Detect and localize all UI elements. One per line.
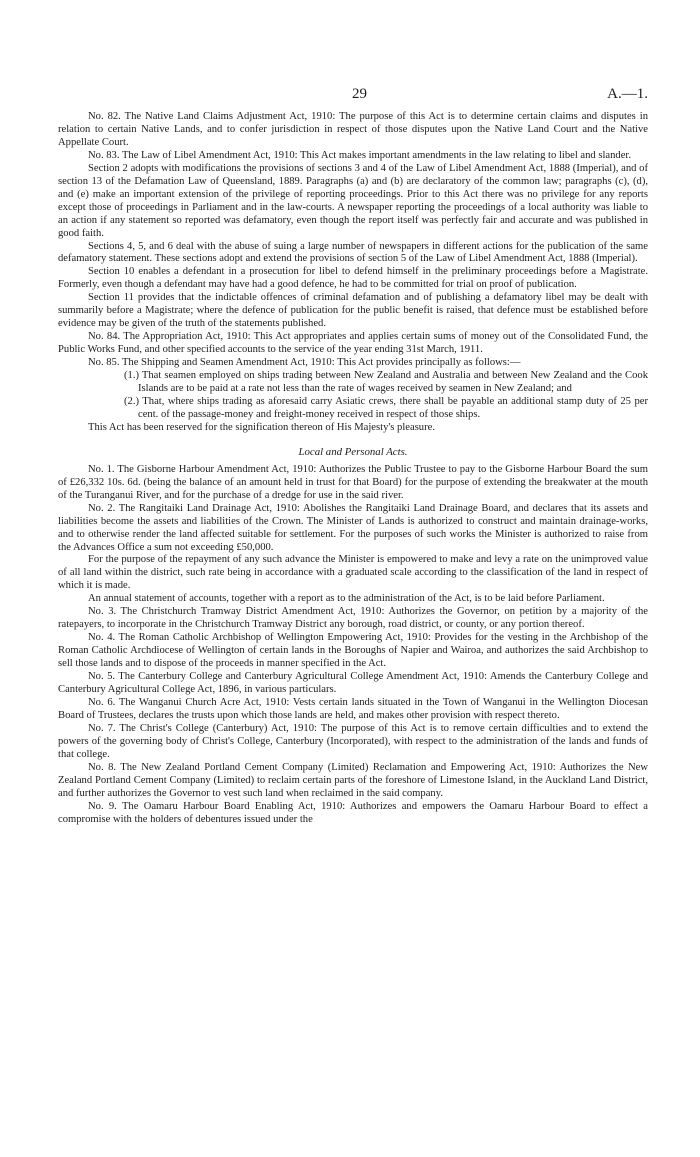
paragraph-act-85: No. 85. The Shipping and Seamen Amendment Act, 1910: This Act provides principally as follows:— [88,357,521,369]
paragraph-local-act-5: No. 5. The Canterbury College and Canterbury Agricultural College Amendment Act, 1910: Amends the Canterbury College and Canterbury Agricultural College Act, 1896, in various particulars. [58,671,648,695]
page-body [58,111,648,826]
paragraph-local-act-1: No. 1. The Gisborne Harbour Amendment Act, 1910: Authorizes the Public Trustee to pay to the Gisborne Harbour Board the sum of £26,332 10s. 6d. (being the balance of an amount held in trust for that Board) for the purpose of extending the breakwater at the mouth of the Turanganui River, and for the purchase of a dredge for use in the said river. [58,463,648,501]
paragraph-local-act-2-statement: An annual statement of accounts, together with a report as to the administration of the Act, is to be laid before Parliament. [88,593,605,605]
paragraph-local-act-8: No. 8. The New Zealand Portland Cement Company (Limited) Reclamation and Empowering Act, 1910: Authorizes the New Zealand Portland Cement Company (Limited) to reclaim certain parts of the foreshore of Limestone Island, in the Auckland Land District, and further authorizes the Governor to vest such land when reclaimed in the said company. [58,761,648,799]
paragraph-act-84: No. 84. The Appropriation Act, 1910: This Act appropriates and applies certain sums of money out of the Consolidated Fund, the Public Works Fund, and other specified accounts to the service of the year ending 31st March, 1911. [58,331,648,356]
paragraph-reserved-note: This Act has been reserved for the signification thereon of His Majesty's pleasure. [88,421,435,433]
paragraph-sections-4-5-6: Sections 4, 5, and 6 deal with the abuse of suing a large number of newspapers in different actions for the publication of the same defamatory statement. These sections adopt and extend the provisions of section 5 of the Law of Libel Amendment Act, 1888 (Imperial). [58,240,648,265]
paragraph-section-10: Section 10 enables a defendant in a prosecution for libel to defend himself in the preliminary proceedings before a Magistrate. Formerly, even though a defendant may have had a good defence, he had to be committed for trial on proof of publication. [58,266,648,291]
document-reference: A.—1. [607,86,648,102]
paragraph-local-act-2-rate: For the purpose of the repayment of any such advance the Minister is empowered to make and levy a rate on the unimproved value of all land within the district, such rate being in accordance with a graduated scale according to the classification of the land in respect of which it is made. [58,554,648,592]
paragraph-local-act-2: No. 2. The Rangitaiki Land Drainage Act, 1910: Abolishes the Rangitaiki Land Drainage Board, and declares that its assets and liabilities become the assets and liabilities of the Crown. The Minister of Lands is authorized to construct and maintain drainage-works, and to otherwise render the land affected suitable for settlement. For the purposes of such works the Minister is authorized to raise from the Advances Office a sum not exceeding £50,000. [58,502,648,553]
page-header [0,86,700,106]
paragraph-act-82: No. 82. The Native Land Claims Adjustment Act, 1910: The purpose of this Act is to determine certain claims and disputes in relation to certain Native Lands, and to confer jurisdiction in respect of those disputes upon the Native Land Court and the Native Appellate Court. [58,111,648,148]
paragraph-act-83: No. 83. The Law of Libel Amendment Act, 1910: This Act makes important amendments in the law relating to libel and slander. [88,149,632,161]
paragraph-local-act-6: No. 6. The Wanganui Church Acre Act, 1910: Vests certain lands situated in the Town of Wanganui in the Wellington Diocesan Board of Trustees, declares the trusts upon which those lands are held, and makes other provision with respect thereto. [58,696,648,721]
paragraph-local-act-4: No. 4. The Roman Catholic Archbishop of Wellington Empowering Act, 1910: Provides for the vesting in the Archbishop of the Roman Catholic Archdiocese of Wellington of certain lands in the Boroughs of Napier and Wairoa, and authorizes the said Archbishop to sell those lands and to dispose of the proceeds in manner specified in the Act. [58,632,648,670]
paragraph-section-2: Section 2 adopts with modifications the provisions of sections 3 and 4 of the Law of Libel Amendment Act, 1888 (Imperial), and of section 13 of the Defamation Law of Queensland, 1889. Paragraphs (a) and (b) are declaratory of the common law; paragraphs (c), (d), and (e) make an important extension of the privilege of reporting proceedings. Prior to this Act there was no privilege for any reports except those of proceedings in Parliament and in the law-courts. A newspaper reporting the proceedings of a local authority was liable to an action if any statement so reported was defamatory, even though the report itself was perfectly fair and accurate and was published in good faith. [58,162,648,239]
paragraph-local-act-9: No. 9. The Oamaru Harbour Board Enabling Act, 1910: Authorizes and empowers the Oamaru Harbour Board to effect a compromise with the holders of debentures issued under the [58,800,648,825]
paragraph-section-11: Section 11 provides that the indictable offences of criminal defamation and of publishing a defamatory libel may be dealt with summarily before a Magistrate; where the defence of publication for the public benefit is raised, that defence must be established before evidence may be given of the truth of the statements published. [58,292,648,330]
paragraph-local-act-3: No. 3. The Christchurch Tramway District Amendment Act, 1910: Authorizes the Governor, on petition by a majority of the ratepayers, to incorporate in the Christchurch Tramway District any borough, road district, or county, or any portion thereof. [58,606,648,631]
list-item-2: (2.) That, where ships trading as aforesaid carry Asiatic crews, there shall be payable an additional stamp duty of 25 per cent. of the passage-money and freight-money received in respect of those ships. [124,395,648,420]
list-item-1: (1.) That seamen employed on ships trading between New Zealand and Australia and between New Zealand and the Cook Islands are to be paid at a rate not less than the rate of wages received by seamen in New Zealand; and [124,370,648,395]
page-number: 29 [352,86,367,102]
paragraph-local-act-7: No. 7. The Christ's College (Canterbury) Act, 1910: The purpose of this Act is to remove certain difficulties and to extend the powers of the governing body of Christ's College, Canterbury (Incorporated), with respect to the administration of the lands and funds of that college. [58,722,648,760]
section-heading: Local and Personal Acts. [298,445,408,458]
